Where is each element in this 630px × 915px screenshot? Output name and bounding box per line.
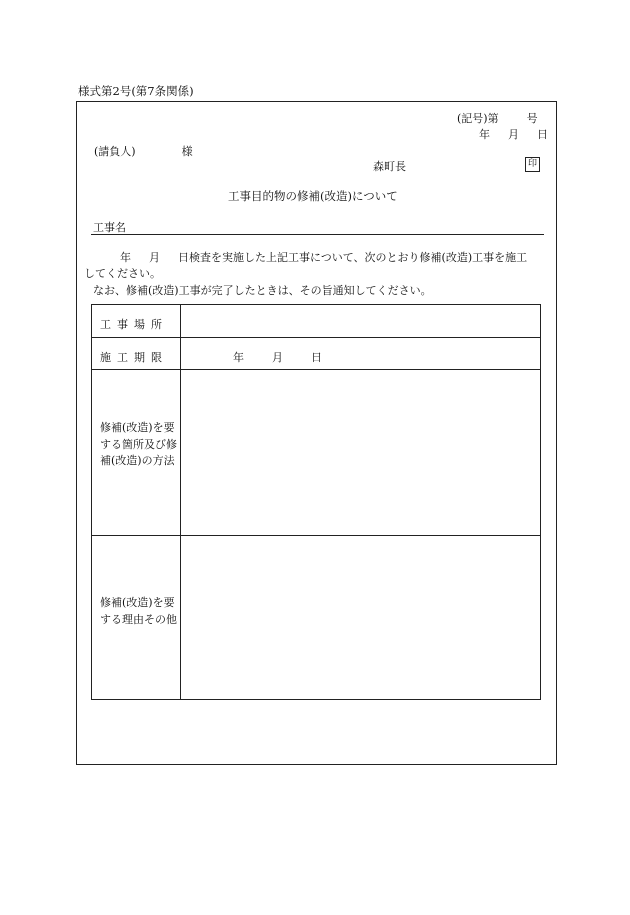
- deadline-header-cell: [92, 338, 181, 369]
- site-label: 工事場所: [100, 318, 168, 331]
- table-row-repair-method: [92, 370, 540, 536]
- deadline-month: 月: [272, 351, 283, 364]
- table-row-deadline: [92, 338, 540, 370]
- date-day: 日: [537, 128, 548, 141]
- addressee-line: [94, 146, 193, 157]
- deadline-year: 年: [233, 351, 244, 364]
- body-paragraph-1-line-1: [84, 252, 554, 263]
- project-name-underline: [91, 234, 544, 235]
- document-title: 工事目的物の修補(改造)について: [228, 189, 398, 203]
- deadline-day: 日: [311, 351, 322, 364]
- reason-label: 修補(改造)を要する理由その他: [100, 596, 177, 626]
- date-year: 年: [479, 128, 490, 141]
- issue-date-line: [479, 129, 548, 140]
- document-number-line: [457, 113, 538, 124]
- body-paragraph-1-line-2: してください。: [84, 267, 161, 280]
- deadline-label: 施工期限: [100, 351, 168, 364]
- repair-method-header-cell: [92, 370, 181, 535]
- repair-details-table: [91, 304, 541, 700]
- reason-header-cell: [92, 536, 181, 699]
- form-number-label: 様式第2号(第7条関係): [78, 84, 194, 98]
- deadline-date: [233, 349, 322, 365]
- body-paragraph-2: なお、修補(改造)工事が完了したときは、その旨通知してください。: [93, 284, 432, 297]
- contractor-label: (請負人): [94, 145, 136, 158]
- contractor-honorific: 様: [181, 145, 193, 158]
- number-prefix: (記号)第: [457, 112, 499, 125]
- project-name-label: 工事名: [93, 221, 126, 234]
- inspection-month: 月: [149, 251, 160, 264]
- number-suffix: 号: [526, 112, 538, 125]
- seal-mark: 印: [525, 157, 540, 172]
- repair-method-label: 修補(改造)を要する箇所及び修補(改造)の方法: [100, 421, 177, 467]
- inspection-year: 年: [120, 251, 131, 264]
- table-row-site: [92, 305, 540, 338]
- issuer-name: 森町長: [373, 160, 406, 173]
- date-month: 月: [508, 128, 519, 141]
- table-row-reason: [92, 536, 540, 699]
- paragraph-1-text: 日検査を実施した上記工事について、次のとおり修補(改造)工事を施工: [178, 251, 528, 264]
- site-header-cell: [92, 305, 181, 337]
